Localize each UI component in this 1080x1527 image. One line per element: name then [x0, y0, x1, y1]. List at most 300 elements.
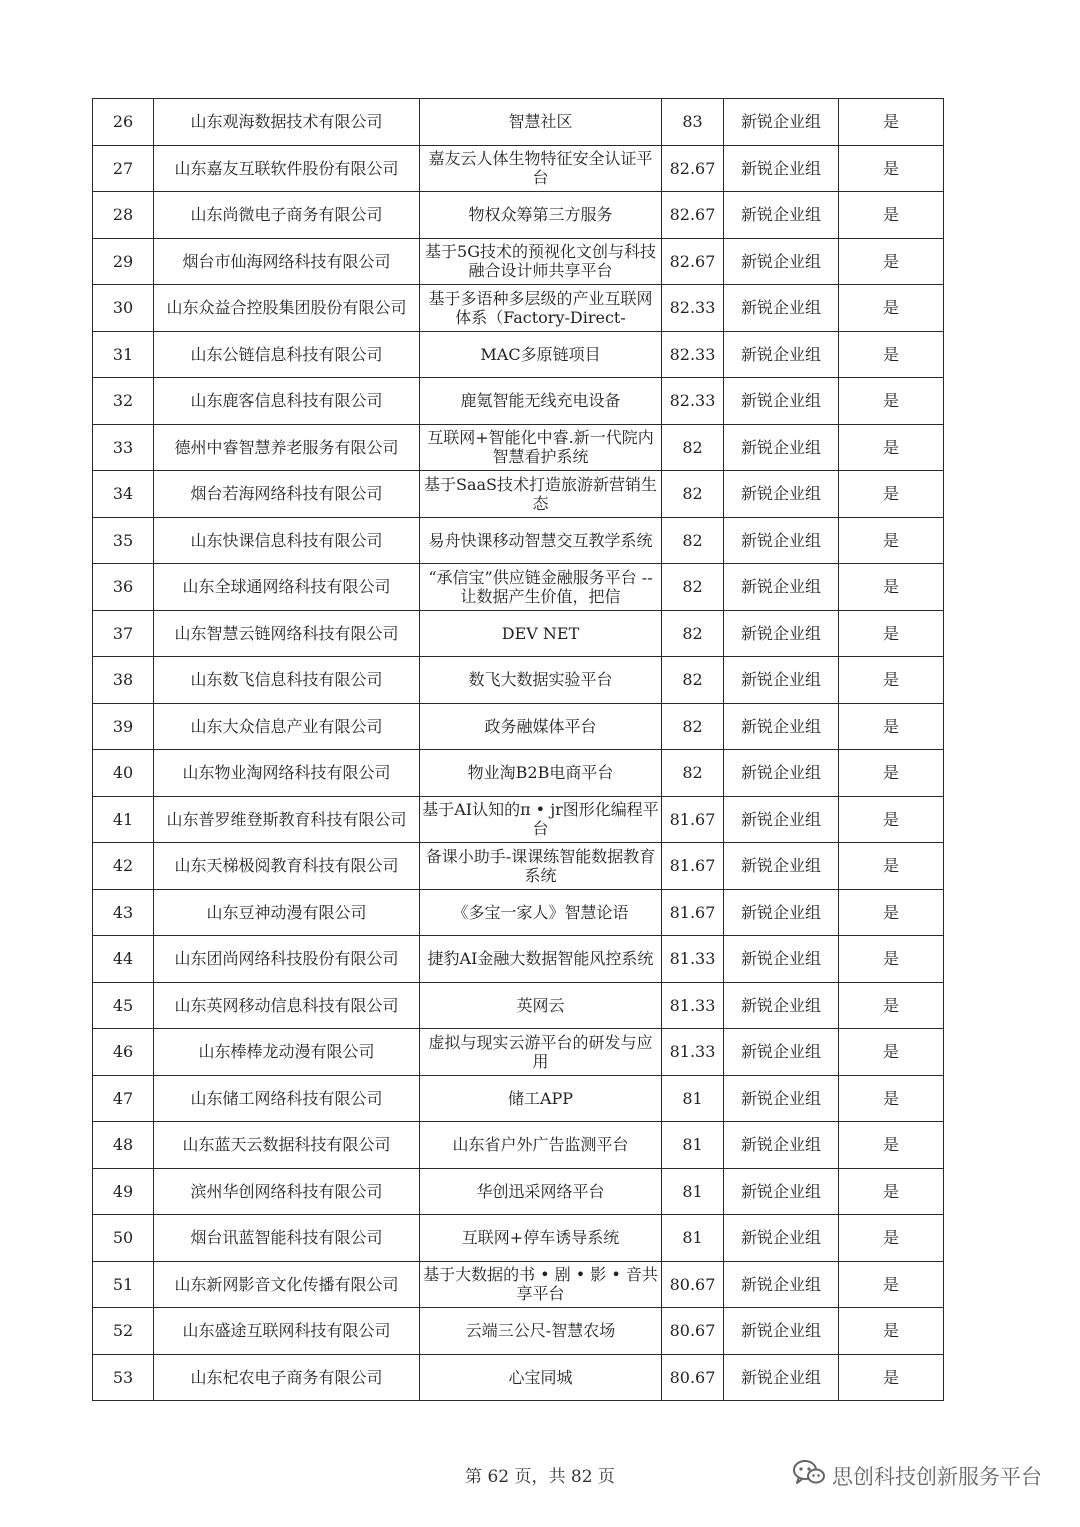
company-cell: [154, 1122, 420, 1169]
score-cell: [662, 796, 724, 843]
rank-text: 37: [112, 623, 134, 643]
rank-text: 34: [112, 484, 134, 504]
status-text: 是: [882, 251, 899, 271]
group-cell: [724, 703, 839, 750]
score-text: 81.33: [669, 1042, 716, 1062]
score-cell: [662, 936, 724, 983]
score-cell: [662, 1122, 724, 1169]
project-text: 云端三公尺-智慧农场: [465, 1321, 616, 1341]
score-text: 81.33: [669, 949, 716, 969]
company-cell: [154, 1075, 420, 1122]
score-text: 81: [682, 1228, 703, 1248]
rank-text: 45: [112, 995, 134, 1015]
table-row: [93, 471, 944, 518]
score-cell: [662, 192, 724, 239]
rank-text: 38: [112, 670, 134, 690]
score-text: 81.67: [669, 809, 716, 829]
project-text: 互联网+停车诱导系统: [461, 1228, 620, 1248]
score-cell: [662, 1075, 724, 1122]
rank-cell: [93, 610, 154, 657]
score-cell: [662, 99, 724, 146]
rank-text: 46: [112, 1042, 134, 1062]
group-cell: [724, 424, 839, 471]
group-cell: [724, 145, 839, 192]
group-text: 新锐企业组: [740, 251, 821, 271]
status-cell: [839, 1168, 944, 1215]
status-cell: [839, 1354, 944, 1401]
rank-cell: [93, 1261, 154, 1308]
score-text: 82.33: [669, 391, 716, 411]
group-text: 新锐企业组: [740, 1228, 821, 1248]
score-cell: [662, 1354, 724, 1401]
group-text: 新锐企业组: [740, 530, 821, 550]
company-text: 山东数飞信息科技有限公司: [190, 670, 383, 690]
company-text: 山东天梯极阅教育科技有限公司: [174, 856, 399, 876]
status-text: 是: [882, 112, 899, 132]
project-cell: [420, 1122, 662, 1169]
company-text: 山东蓝天云数据科技有限公司: [182, 1135, 391, 1155]
status-cell: [839, 750, 944, 797]
score-cell: [662, 517, 724, 564]
project-cell: [420, 936, 662, 983]
group-text: 新锐企业组: [740, 484, 821, 504]
rank-cell: [93, 1029, 154, 1076]
status-cell: [839, 285, 944, 332]
table-row: [93, 564, 944, 611]
group-text: 新锐企业组: [740, 1321, 821, 1341]
company-text: 山东嘉友互联软件股份有限公司: [174, 158, 399, 178]
project-text: 物业淘B2B电商平台: [467, 763, 614, 783]
project-cell: [420, 657, 662, 704]
company-text: 山东团尚网络科技股份有限公司: [174, 949, 399, 969]
rank-text: 43: [112, 902, 134, 922]
score-text: 80.67: [669, 1321, 716, 1341]
status-cell: [839, 936, 944, 983]
table-row: [93, 424, 944, 471]
score-cell: [662, 1215, 724, 1262]
group-cell: [724, 750, 839, 797]
project-cell: [420, 378, 662, 425]
group-cell: [724, 936, 839, 983]
rank-text: 50: [112, 1228, 134, 1248]
status-text: 是: [882, 1228, 899, 1248]
status-text: 是: [882, 530, 899, 550]
rank-text: 26: [112, 112, 134, 132]
score-cell: [662, 1261, 724, 1308]
company-cell: [154, 796, 420, 843]
table-row: [93, 192, 944, 239]
group-cell: [724, 657, 839, 704]
company-text: 滨州华创网络科技有限公司: [190, 1181, 383, 1201]
company-cell: [154, 285, 420, 332]
status-text: 是: [882, 437, 899, 457]
score-text: 80.67: [669, 1274, 716, 1294]
score-cell: [662, 1308, 724, 1355]
rank-cell: [93, 99, 154, 146]
company-text: 山东智慧云链网络科技有限公司: [174, 623, 399, 643]
company-cell: [154, 703, 420, 750]
score-cell: [662, 1168, 724, 1215]
company-text: 山东豆神动漫有限公司: [206, 902, 367, 922]
group-text: 新锐企业组: [740, 298, 821, 318]
rank-text: 31: [112, 344, 134, 364]
rank-cell: [93, 471, 154, 518]
group-cell: [724, 1029, 839, 1076]
watermark-text: 思创科技创新服务平台: [832, 1464, 1042, 1489]
company-cell: [154, 889, 420, 936]
project-cell: [420, 285, 662, 332]
company-cell: [154, 517, 420, 564]
status-text: 是: [882, 949, 899, 969]
table-row: [93, 889, 944, 936]
status-text: 是: [882, 484, 899, 504]
group-text: 新锐企业组: [740, 577, 821, 597]
table-row: [93, 1122, 944, 1169]
group-text: 新锐企业组: [740, 623, 821, 643]
project-text: 物权众筹第三方服务: [468, 205, 613, 225]
score-text: 82: [682, 437, 703, 457]
company-text: 山东储工网络科技有限公司: [190, 1088, 383, 1108]
company-text: 山东物业淘网络科技有限公司: [182, 763, 391, 783]
project-text: 基于多语种多层级的产业互联网体系（Factory-Direct-: [428, 288, 653, 327]
company-cell: [154, 750, 420, 797]
score-text: 82: [682, 670, 703, 690]
table-row: [93, 843, 944, 890]
project-text: 数飞大数据实验平台: [468, 670, 613, 690]
project-text: 鹿氪智能无线充电设备: [460, 391, 621, 411]
table-row: [93, 145, 944, 192]
status-cell: [839, 238, 944, 285]
group-text: 新锐企业组: [740, 344, 821, 364]
score-cell: [662, 471, 724, 518]
table-row: [93, 99, 944, 146]
status-text: 是: [882, 1088, 899, 1108]
status-text: 是: [882, 1181, 899, 1201]
group-text: 新锐企业组: [740, 902, 821, 922]
score-cell: [662, 145, 724, 192]
status-text: 是: [882, 716, 899, 736]
status-text: 是: [882, 1367, 899, 1387]
score-text: 82.67: [669, 158, 716, 178]
company-text: 山东棒棒龙动漫有限公司: [198, 1042, 375, 1062]
score-cell: [662, 378, 724, 425]
table-body: [93, 99, 944, 1401]
company-cell: [154, 1354, 420, 1401]
project-cell: [420, 1261, 662, 1308]
score-text: 82.67: [669, 205, 716, 225]
table-row: [93, 1215, 944, 1262]
rank-cell: [93, 424, 154, 471]
company-cell: [154, 238, 420, 285]
project-cell: [420, 610, 662, 657]
status-text: 是: [882, 158, 899, 178]
rank-text: 39: [112, 716, 134, 736]
project-text: MAC多原链项目: [480, 344, 601, 364]
company-text: 山东观海数据技术有限公司: [190, 112, 383, 132]
table-row: [93, 657, 944, 704]
project-text: “承信宝”供应链金融服务平台 --让数据产生价值，把信: [428, 567, 653, 606]
project-cell: [420, 238, 662, 285]
project-cell: [420, 982, 662, 1029]
project-cell: [420, 517, 662, 564]
status-text: 是: [882, 1274, 899, 1294]
group-text: 新锐企业组: [740, 949, 821, 969]
rank-cell: [93, 564, 154, 611]
project-cell: [420, 1215, 662, 1262]
status-cell: [839, 889, 944, 936]
table-row: [93, 796, 944, 843]
group-text: 新锐企业组: [740, 158, 821, 178]
status-cell: [839, 843, 944, 890]
company-cell: [154, 145, 420, 192]
table-row: [93, 378, 944, 425]
project-cell: [420, 99, 662, 146]
status-cell: [839, 610, 944, 657]
company-cell: [154, 378, 420, 425]
group-text: 新锐企业组: [740, 205, 821, 225]
score-text: 81: [682, 1181, 703, 1201]
score-text: 81: [682, 1135, 703, 1155]
project-cell: [420, 1075, 662, 1122]
rank-cell: [93, 796, 154, 843]
score-text: 81.67: [669, 856, 716, 876]
status-cell: [839, 1122, 944, 1169]
project-text: 捷豹AI金融大数据智能风控系统: [427, 949, 654, 969]
rank-cell: [93, 1168, 154, 1215]
project-text: 英网云: [516, 995, 565, 1015]
score-text: 82.33: [669, 344, 716, 364]
status-cell: [839, 517, 944, 564]
project-text: 基于大数据的书 • 剧 • 影 • 音共享平台: [423, 1265, 658, 1304]
score-cell: [662, 750, 724, 797]
status-text: 是: [882, 1042, 899, 1062]
project-text: 基于SaaS技术打造旅游新营销生态: [423, 474, 657, 513]
company-text: 烟台讯蓝智能科技有限公司: [190, 1228, 383, 1248]
status-text: 是: [882, 763, 899, 783]
company-cell: [154, 657, 420, 704]
score-cell: [662, 703, 724, 750]
status-cell: [839, 145, 944, 192]
project-text: 基于5G技术的预视化文创与科技融合设计师共享平台: [425, 242, 656, 281]
results-table: [92, 98, 944, 1401]
project-cell: [420, 471, 662, 518]
company-text: 德州中睿智慧养老服务有限公司: [174, 437, 399, 457]
project-cell: [420, 331, 662, 378]
rank-cell: [93, 1122, 154, 1169]
score-cell: [662, 424, 724, 471]
table-row: [93, 1075, 944, 1122]
group-text: 新锐企业组: [740, 391, 821, 411]
company-text: 山东盛途互联网科技有限公司: [182, 1321, 391, 1341]
rank-cell: [93, 982, 154, 1029]
company-text: 山东鹿客信息科技有限公司: [190, 391, 383, 411]
rank-text: 47: [112, 1088, 134, 1108]
rank-cell: [93, 1308, 154, 1355]
company-text: 山东新网影音文化传播有限公司: [174, 1274, 399, 1294]
status-text: 是: [882, 1135, 899, 1155]
group-text: 新锐企业组: [740, 763, 821, 783]
group-cell: [724, 285, 839, 332]
table-row: [93, 285, 944, 332]
score-cell: [662, 610, 724, 657]
group-cell: [724, 610, 839, 657]
rank-text: 32: [112, 391, 134, 411]
status-text: 是: [882, 670, 899, 690]
status-cell: [839, 192, 944, 239]
project-text: 华创迅采网络平台: [476, 1181, 605, 1201]
company-text: 山东大众信息产业有限公司: [190, 716, 383, 736]
table-row: [93, 703, 944, 750]
group-cell: [724, 1215, 839, 1262]
group-cell: [724, 796, 839, 843]
status-text: 是: [882, 995, 899, 1015]
page-number-footer: 第 62 页，共 82 页: [465, 1467, 615, 1487]
rank-text: 53: [112, 1367, 134, 1387]
rank-text: 52: [112, 1321, 134, 1341]
score-text: 81: [682, 1088, 703, 1108]
rank-cell: [93, 1354, 154, 1401]
status-cell: [839, 564, 944, 611]
group-text: 新锐企业组: [740, 1367, 821, 1387]
company-text: 烟台市仙海网络科技有限公司: [182, 251, 391, 271]
project-cell: [420, 1354, 662, 1401]
status-cell: [839, 1075, 944, 1122]
status-cell: [839, 703, 944, 750]
rank-cell: [93, 889, 154, 936]
status-text: 是: [882, 391, 899, 411]
status-cell: [839, 378, 944, 425]
rank-cell: [93, 750, 154, 797]
score-cell: [662, 843, 724, 890]
status-text: 是: [882, 623, 899, 643]
score-text: 80.67: [669, 1367, 716, 1387]
project-text: 《多宝一家人》智慧论语: [452, 902, 629, 922]
company-cell: [154, 99, 420, 146]
company-cell: [154, 564, 420, 611]
score-cell: [662, 331, 724, 378]
project-text: 智慧社区: [508, 112, 573, 132]
status-text: 是: [882, 856, 899, 876]
score-cell: [662, 564, 724, 611]
status-text: 是: [882, 1321, 899, 1341]
project-text: 山东省户外广告监测平台: [452, 1135, 629, 1155]
company-text: 山东快课信息科技有限公司: [190, 530, 383, 550]
company-cell: [154, 331, 420, 378]
status-text: 是: [882, 344, 899, 364]
project-cell: [420, 564, 662, 611]
group-text: 新锐企业组: [740, 856, 821, 876]
group-cell: [724, 192, 839, 239]
company-cell: [154, 471, 420, 518]
project-cell: [420, 796, 662, 843]
score-cell: [662, 238, 724, 285]
status-cell: [839, 1029, 944, 1076]
score-text: 82: [682, 623, 703, 643]
score-text: 81.33: [669, 995, 716, 1015]
group-cell: [724, 564, 839, 611]
table-row: [93, 936, 944, 983]
company-text: 山东杞农电子商务有限公司: [190, 1367, 383, 1387]
rank-cell: [93, 378, 154, 425]
score-text: 82: [682, 716, 703, 736]
group-text: 新锐企业组: [740, 1088, 821, 1108]
project-cell: [420, 1308, 662, 1355]
table-row: [93, 1029, 944, 1076]
group-text: 新锐企业组: [740, 1135, 821, 1155]
company-cell: [154, 610, 420, 657]
status-cell: [839, 471, 944, 518]
table-row: [93, 1308, 944, 1355]
project-cell: [420, 1168, 662, 1215]
project-text: 政务融媒体平台: [484, 716, 597, 736]
score-cell: [662, 889, 724, 936]
company-text: 山东公链信息科技有限公司: [190, 344, 383, 364]
company-text: 山东众益合控股集团股份有限公司: [166, 298, 407, 318]
group-cell: [724, 1308, 839, 1355]
company-text: 山东英网移动信息科技有限公司: [174, 995, 399, 1015]
project-cell: [420, 889, 662, 936]
group-text: 新锐企业组: [740, 437, 821, 457]
rank-text: 40: [112, 763, 134, 783]
project-cell: [420, 192, 662, 239]
rank-cell: [93, 1075, 154, 1122]
project-cell: [420, 145, 662, 192]
project-text: 易舟快课移动智慧交互教学系统: [428, 530, 653, 550]
rank-cell: [93, 936, 154, 983]
project-text: 嘉友云人体生物特征安全认证平台: [428, 149, 653, 188]
group-cell: [724, 238, 839, 285]
rank-text: 51: [112, 1274, 134, 1294]
rank-cell: [93, 1215, 154, 1262]
company-cell: [154, 1168, 420, 1215]
status-cell: [839, 99, 944, 146]
score-text: 82: [682, 577, 703, 597]
rank-cell: [93, 331, 154, 378]
status-cell: [839, 982, 944, 1029]
rank-cell: [93, 517, 154, 564]
company-cell: [154, 1261, 420, 1308]
group-cell: [724, 1354, 839, 1401]
table-row: [93, 1354, 944, 1401]
status-text: 是: [882, 577, 899, 597]
status-cell: [839, 796, 944, 843]
status-cell: [839, 331, 944, 378]
rank-text: 29: [112, 251, 134, 271]
group-text: 新锐企业组: [740, 112, 821, 132]
project-text: 储工APP: [507, 1088, 574, 1108]
status-text: 是: [882, 205, 899, 225]
company-text: 烟台若海网络科技有限公司: [190, 484, 383, 504]
group-text: 新锐企业组: [740, 809, 821, 829]
rank-text: 35: [112, 530, 134, 550]
rank-text: 42: [112, 856, 134, 876]
table-row: [93, 610, 944, 657]
rank-cell: [93, 145, 154, 192]
rank-text: 48: [112, 1135, 134, 1155]
rank-text: 33: [112, 437, 134, 457]
rank-text: 30: [112, 298, 134, 318]
company-cell: [154, 192, 420, 239]
status-cell: [839, 1308, 944, 1355]
score-text: 82: [682, 763, 703, 783]
rank-cell: [93, 843, 154, 890]
rank-cell: [93, 703, 154, 750]
status-cell: [839, 657, 944, 704]
group-text: 新锐企业组: [740, 1274, 821, 1294]
rank-text: 49: [112, 1181, 134, 1201]
rank-cell: [93, 657, 154, 704]
score-text: 83: [682, 112, 703, 132]
